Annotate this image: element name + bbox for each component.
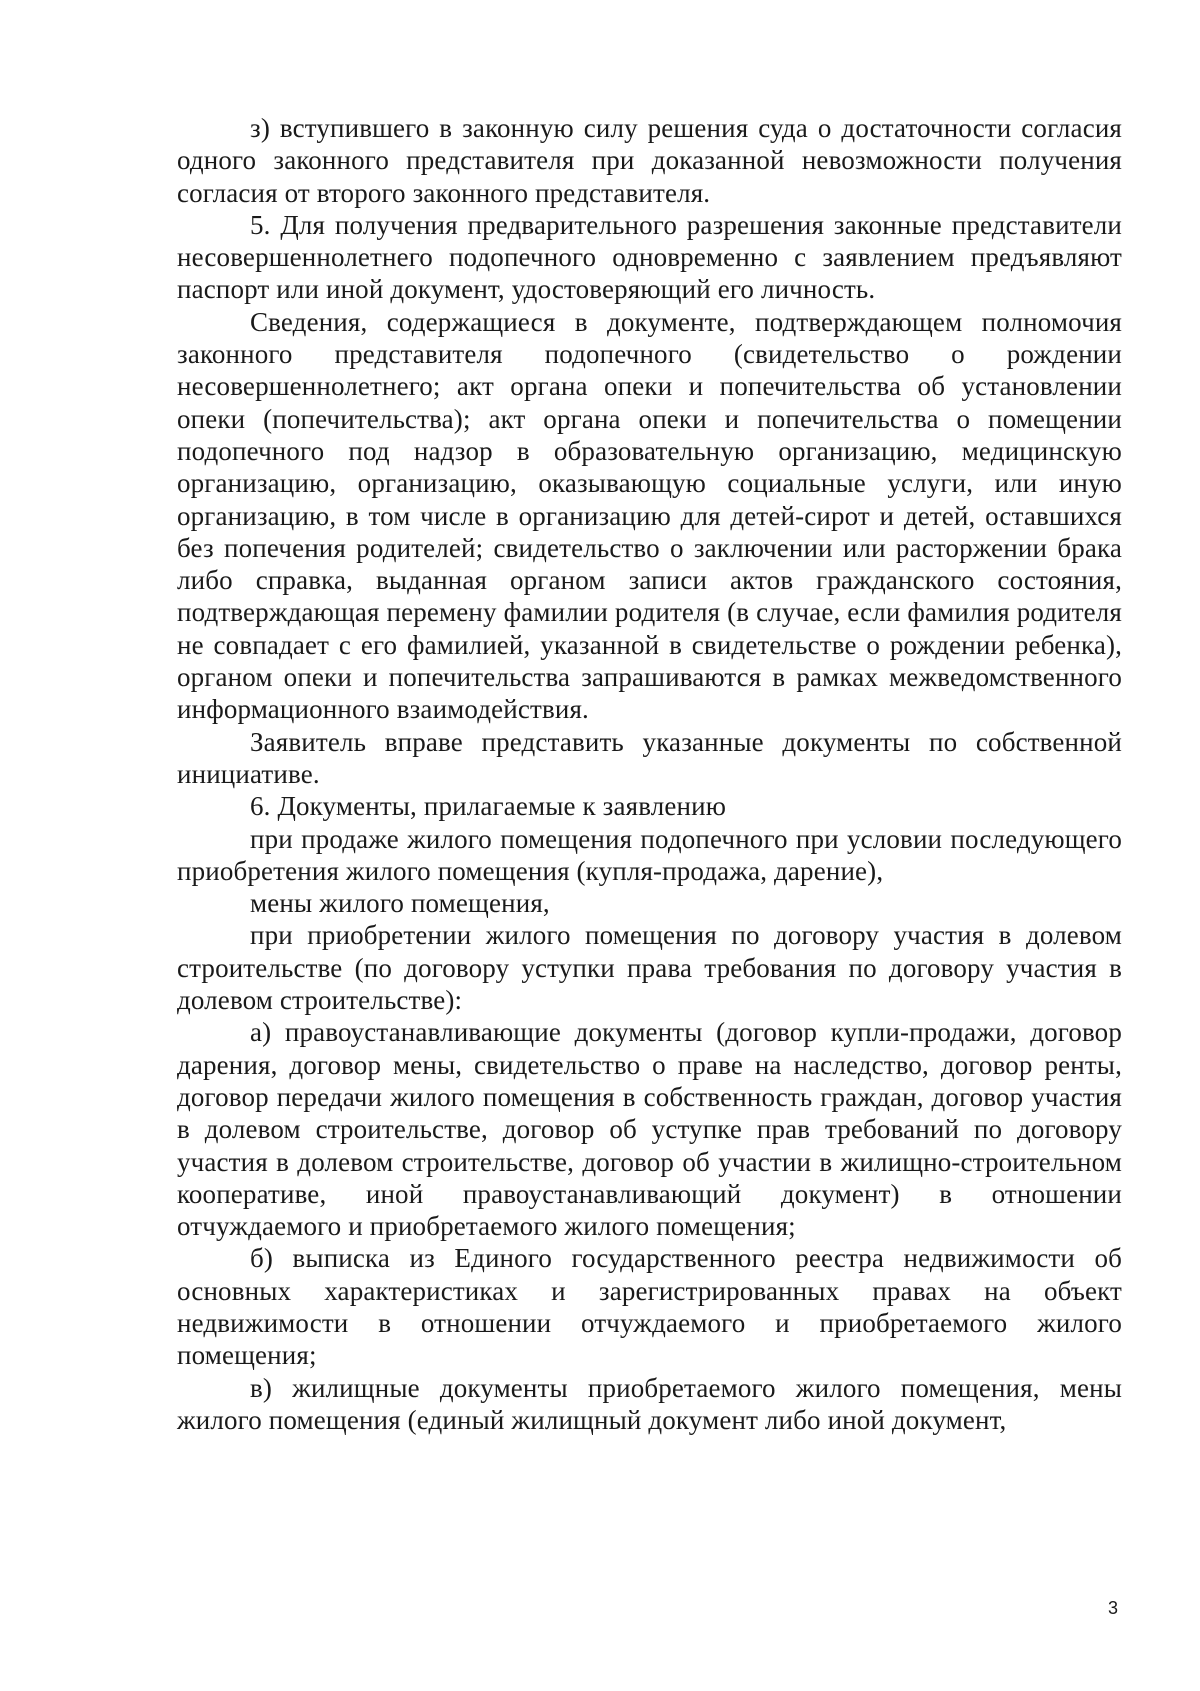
paragraph-svedeniya: Сведения, содержащиеся в документе, подтверждающем полномочия законного представителя подопечного (свидетельство о рождении несовершеннолетнего; акт органа опеки и попечительства об установлении опеки (попечительства); акт органа опеки и попечительства о помещении подопечного под надзор в образовательную организацию, медицинскую организацию, организацию, оказывающую социальные услуги, или иную организацию, в том числе в организацию для детей-сирот и детей, оставшихся без попечения родителей; свидетельство о заключении или расторжении брака либо справка, выданная органом записи актов гражданского состояния, подтверждающая перемену фамилии родителя (в случае, если фамилия родителя не совпадает с его фамилией, указанной в свидетельстве о рождении ребенка), органом опеки и попечительства запрашиваются в рамках межведомственного информационного взаимодействия. — [177, 306, 1122, 725]
paragraph-zayavitel: Заявитель вправе представить указанные документы по собственной инициативе. — [177, 726, 1122, 789]
paragraph-prodazha: при продаже жилого помещения подопечного при условии последующего приобретения жилого помещения (купля-продажа, дарение), — [177, 823, 1122, 886]
paragraph-v: в) жилищные документы приобретаемого жилого помещения, мены жилого помещения (единый жилищный документ либо иной документ, — [177, 1372, 1122, 1435]
paragraph-meny: мены жилого помещения, — [250, 888, 550, 919]
page-number: 3 — [1108, 1598, 1119, 1618]
paragraph-a: а) правоустанавливающие документы (договор купли-продажи, договор дарения, договор мены, свидетельство о праве на наследство, договор ренты, договор передачи жилого помещения в собственность граждан, договор участия в долевом строительстве, договор об уступке прав требований по договору участия в долевом строительстве, договор об участии в жилищно-строительном кооперативе, иной правоустанавливающий документ) в отношении отчуждаемого и приобретаемого жилого помещения; — [177, 1017, 1122, 1242]
paragraph-b: б) выписка из Единого государственного реестра недвижимости об основных характеристиках и зарегистрированных правах на объект недвижимости в отношении отчуждаемого и приобретаемого жилого помещения; — [177, 1243, 1122, 1371]
paragraph-z: з) вступившего в законную силу решения суда о достаточности согласия одного законного представителя при доказанной невозможности получения согласия от второго законного представителя. — [177, 113, 1122, 208]
document-body — [177, 112, 1122, 1436]
paragraph-6: 6. Документы, прилагаемые к заявлению — [250, 791, 727, 822]
paragraph-priobretenie: при приобретении жилого помещения по договору участия в долевом строительстве (по договору уступки права требования по договору участия в долевом строительстве): — [177, 920, 1122, 1016]
paragraph-5: 5. Для получения предварительного разрешения законные представители несовершеннолетнего подопечного одновременно с заявлением предъявляют паспорт или иной документ, удостоверяющий его личность. — [177, 209, 1122, 305]
